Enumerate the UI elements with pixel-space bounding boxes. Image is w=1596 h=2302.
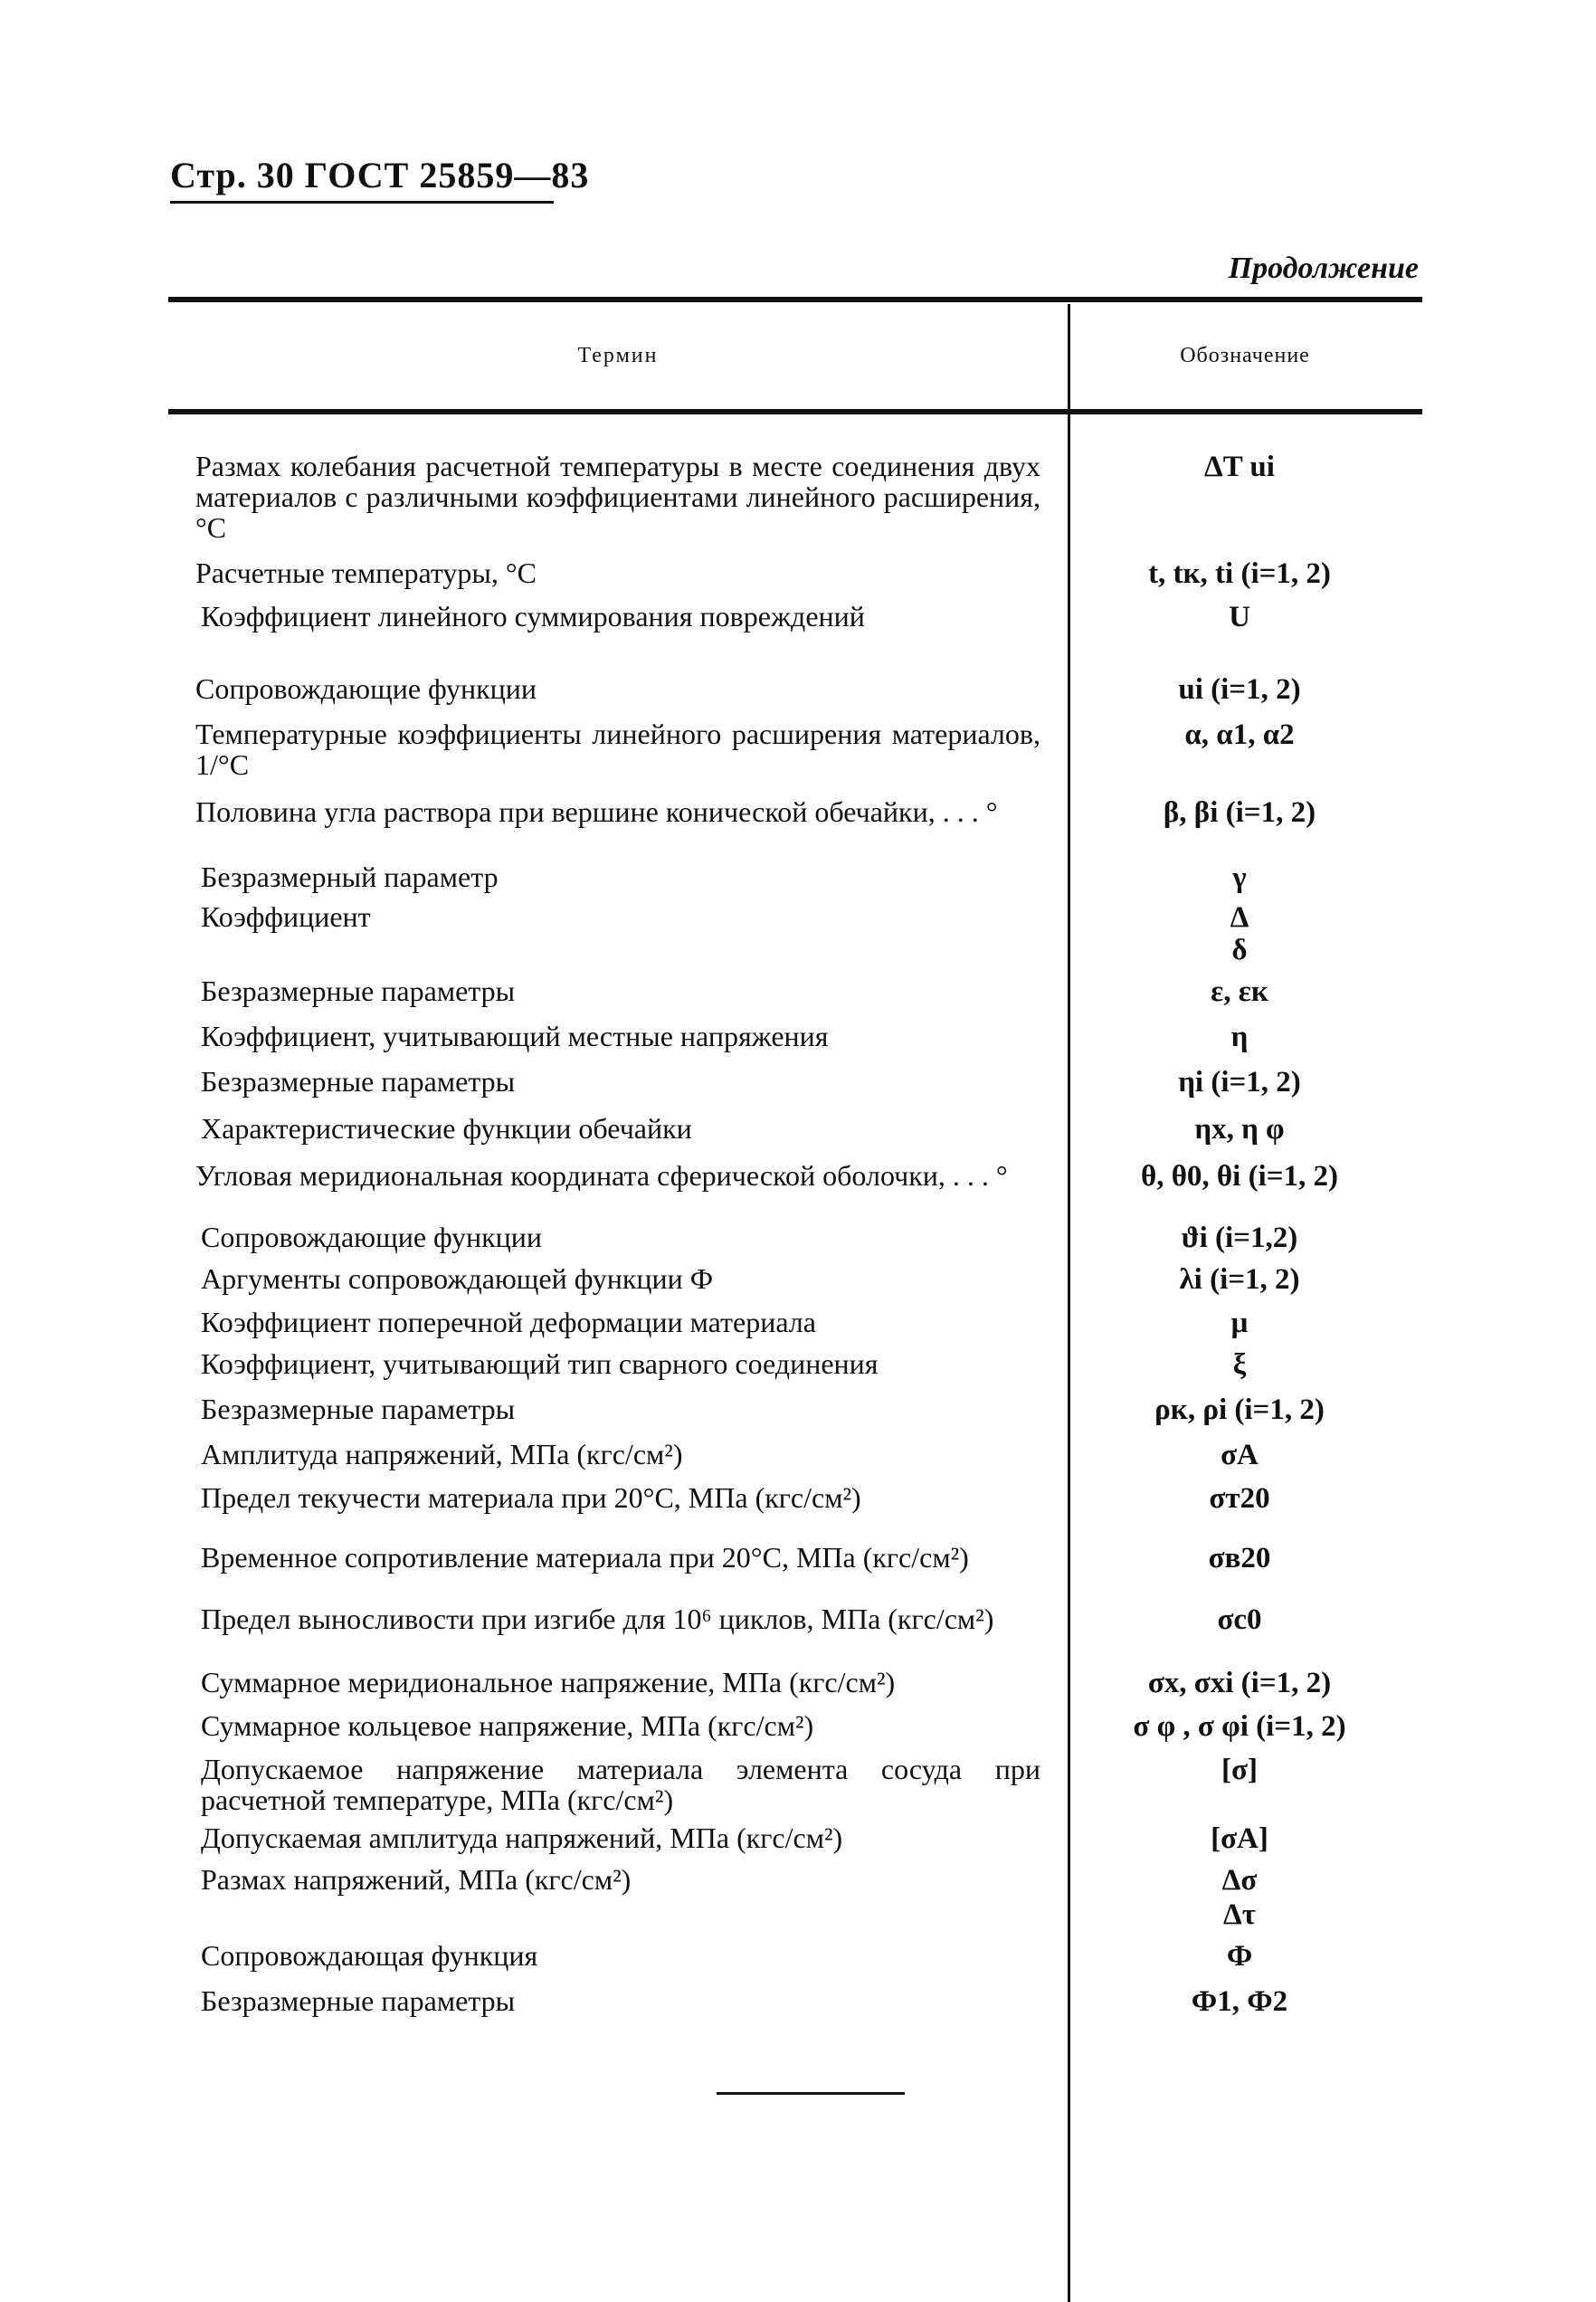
table-row	[168, 557, 1422, 592]
table-row	[168, 1822, 1422, 1859]
term-cell: Коэффициент поперечной деформации материала	[201, 1306, 816, 1338]
table-row	[168, 975, 1422, 1012]
term-cell: Сопровождающие функции	[201, 1221, 543, 1253]
symbol-cell: β, βi (i=1, 2)	[1163, 796, 1316, 829]
table-row	[168, 1864, 1422, 1898]
term-cell: Размах напряжений, МПа (кгс/см²)	[201, 1863, 632, 1896]
symbol-cell: σc0	[1217, 1603, 1262, 1636]
term-cell: Предел выносливости при изгибе для 10⁶ циклов, МПа (кгс/см²)	[201, 1603, 994, 1635]
table-row	[168, 1263, 1422, 1299]
term-cell: Допускаемое напряжение материала элемента сосуда при расчетной температуре, МПа (кгс/см²)	[201, 1753, 1040, 1816]
symbol-cell: ϑi (i=1,2)	[1181, 1222, 1298, 1254]
term-cell: Коэффициент	[201, 900, 371, 933]
symbol-cell: Δ	[1230, 901, 1249, 934]
term-cell: Сопровождающие функции	[195, 672, 537, 705]
term-cell: Коэффициент линейного суммирования повреждений	[201, 600, 865, 633]
table-row	[168, 1710, 1422, 1746]
term-cell: Характеристические функции обечайки	[201, 1112, 692, 1145]
symbol-cell: ηx, η φ	[1194, 1113, 1285, 1146]
term-cell: Коэффициент, учитывающий местные напряжения	[201, 1020, 829, 1052]
term-cell: Безразмерный параметр	[201, 861, 499, 893]
symbol-cell: ε, εк	[1211, 975, 1268, 1008]
table-row	[168, 1439, 1422, 1475]
symbol-cell: [σ]	[1221, 1754, 1258, 1786]
table-row	[168, 1754, 1422, 1815]
term-cell: Безразмерные параметры	[201, 975, 516, 1007]
symbol-cell: ηi (i=1, 2)	[1178, 1066, 1301, 1099]
term-cell: Расчетные температуры, °С	[195, 556, 537, 589]
term-cell: Временное сопротивление материала при 20°С, МПа (кгс/см²)	[201, 1541, 969, 1574]
symbol-cell: σв20	[1208, 1542, 1271, 1574]
term-cell: Сопровождающая функция	[201, 1939, 538, 1972]
table-row	[168, 601, 1422, 657]
symbol-cell: Ф	[1226, 1940, 1253, 1973]
table-row	[168, 1542, 1422, 1596]
term-cell: Половина угла раствора при вершине конической обечайки, . . . °	[195, 795, 998, 828]
symbol-cell: t, tк, ti (i=1, 2)	[1148, 557, 1331, 590]
term-cell: Безразмерные параметры	[201, 1065, 516, 1098]
continuation-label: Продолжение	[1228, 252, 1419, 285]
symbol-cell: θ, θ0, θi (i=1, 2)	[1140, 1160, 1339, 1193]
table-row	[168, 1021, 1422, 1057]
table-row	[168, 1667, 1422, 1703]
symbol-cell: η	[1230, 1021, 1249, 1053]
table-row	[168, 901, 1422, 934]
column-header-symbol: Обозначение	[1180, 343, 1310, 367]
table-row	[168, 934, 1422, 966]
symbol-cell: μ	[1230, 1307, 1249, 1339]
header-rule	[170, 201, 554, 204]
table-row	[168, 1394, 1422, 1430]
table-row	[168, 1222, 1422, 1256]
term-cell: Допускаемая амплитуда напряжений, МПа (кгс/см²)	[201, 1822, 843, 1854]
symbol-cell: [σA]	[1211, 1822, 1268, 1855]
symbol-cell: σт20	[1209, 1482, 1270, 1515]
symbol-cell: ΔT ui	[1204, 451, 1275, 483]
page-header: Стр. 30 ГОСТ 25859—83	[170, 155, 590, 195]
table-row	[168, 1898, 1422, 1931]
symbol-cell: δ	[1231, 934, 1248, 966]
symbol-cell: σx, σxi (i=1, 2)	[1147, 1667, 1332, 1699]
table-row	[168, 451, 1422, 548]
symbol-cell: ρк, ρi (i=1, 2)	[1154, 1394, 1325, 1426]
symbol-cell: U	[1229, 601, 1250, 633]
column-header-term: Термин	[577, 343, 659, 367]
term-cell: Безразмерные параметры	[201, 1984, 516, 2017]
terms-table	[168, 297, 1422, 2021]
symbol-cell: Ф1, Ф2	[1191, 1985, 1288, 2018]
table-row	[168, 1160, 1422, 1216]
symbol-cell: σA	[1221, 1439, 1259, 1471]
term-cell: Аргументы сопровождающей функции Ф	[201, 1262, 714, 1295]
symbol-cell: Δσ	[1221, 1864, 1258, 1897]
term-cell: Угловая меридиональная координата сферической оболочки, . . . °	[195, 1159, 1008, 1192]
term-cell: Коэффициент, учитывающий тип сварного соединения	[201, 1347, 879, 1380]
term-cell: Температурные коэффициенты линейного расширения материалов, 1/°С	[195, 718, 1040, 781]
table-row	[168, 1348, 1422, 1384]
table-row	[168, 1985, 1422, 2021]
end-rule	[717, 2092, 905, 2095]
symbol-cell: σ φ , σ φi (i=1, 2)	[1133, 1710, 1346, 1743]
term-cell: Амплитуда напряжений, МПа (кгс/см²)	[201, 1438, 683, 1470]
table-row	[168, 1940, 1422, 1976]
table-header	[168, 302, 1422, 409]
table-row	[168, 1307, 1422, 1341]
symbol-cell: ui (i=1, 2)	[1178, 673, 1301, 706]
term-cell: Размах колебания расчетной температуры в месте соединения двух материалов с различными коэффициентами линейного расширения, °С	[195, 450, 1040, 544]
column-divider	[1068, 304, 1070, 2302]
table-row	[168, 1482, 1422, 1536]
term-cell: Суммарное меридиональное напряжение, МПа (кгс/см²)	[201, 1666, 896, 1698]
table-row	[168, 1066, 1422, 1102]
table-body	[168, 414, 1422, 2021]
table-row	[168, 1603, 1422, 1660]
term-cell: Суммарное кольцевое напряжение, МПа (кгс/см²)	[201, 1709, 814, 1742]
table-row	[168, 796, 1422, 852]
table-row	[168, 673, 1422, 709]
symbol-cell: λi (i=1, 2)	[1179, 1263, 1300, 1296]
symbol-cell: α, α1, α2	[1184, 718, 1295, 751]
symbol-cell: Δτ	[1223, 1898, 1256, 1931]
table-row	[168, 861, 1422, 894]
symbol-cell: γ	[1232, 861, 1247, 894]
term-cell: Безразмерные параметры	[201, 1393, 516, 1425]
table-row	[168, 1113, 1422, 1149]
symbol-cell: ξ	[1232, 1348, 1247, 1381]
term-cell: Предел текучести материала при 20°С, МПа (кгс/см²)	[201, 1481, 861, 1514]
table-row	[168, 718, 1422, 780]
